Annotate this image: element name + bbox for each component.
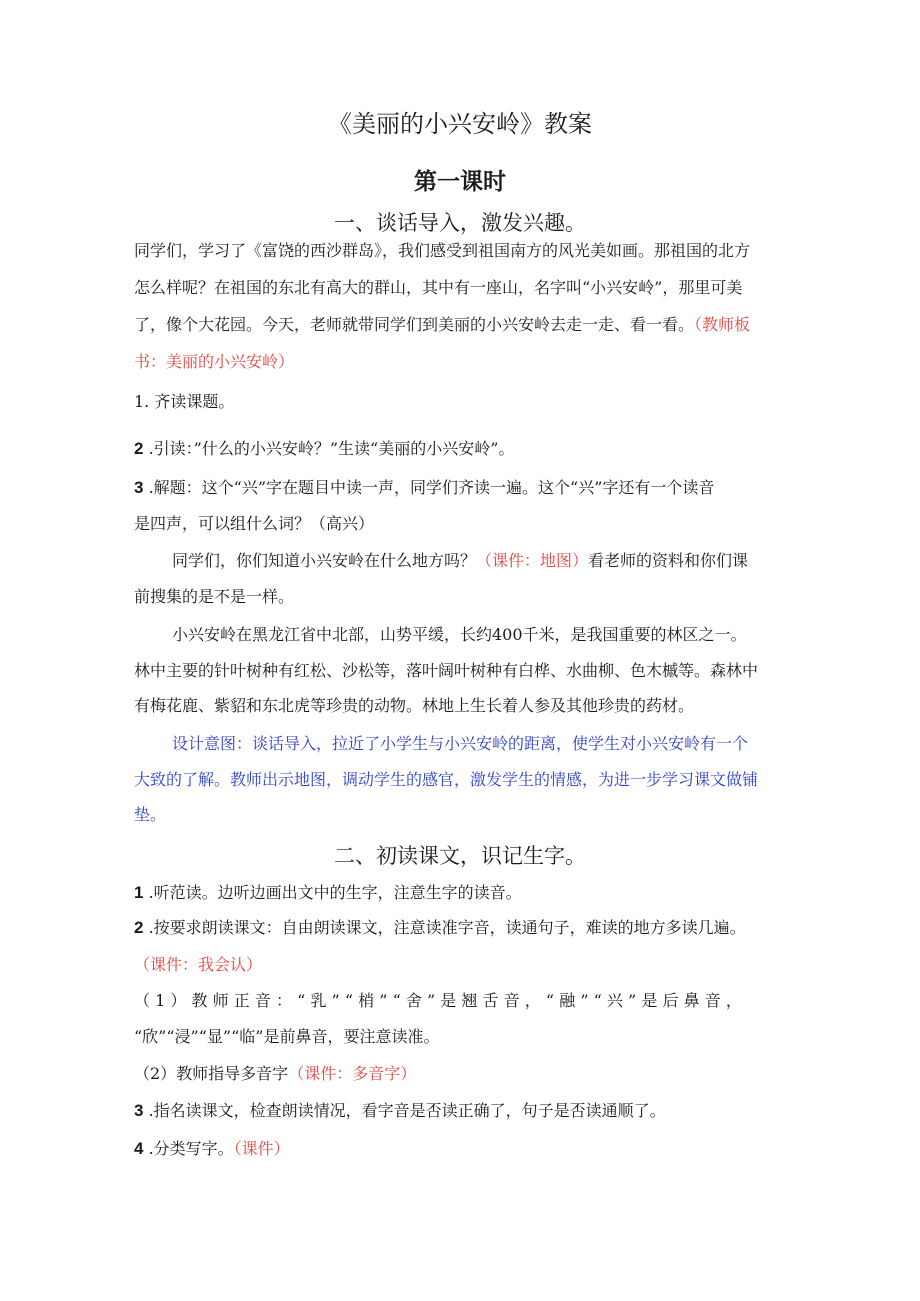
s1-item-3-line-2: 是四声，可以组什么词？（高兴） [134, 514, 375, 533]
question-text-2: 看老师的资料和你们课 [588, 551, 749, 570]
s2-item-3-number: 3 [134, 1101, 144, 1120]
question-text: 同学们，你们知道小兴安岭在什么地方吗？ [172, 551, 477, 570]
question-line-1 [172, 548, 748, 571]
info-line-1: 小兴安岭在黑龙江省中北部，山势平缓，长约400千米，是我国重要的林区之一。 [172, 625, 747, 644]
s2-sub-1-line-2: “欣”“浸”“显”“临”是前鼻音，要注意读准。 [134, 1027, 440, 1046]
s2-item-2-text: .按要求朗读课文：自由朗读课文，注意读准字音，读通句子，难读的地方多读几遍。 [148, 918, 746, 937]
intro-line-3 [134, 312, 750, 335]
intro-line-3-text: 了，像个大花园。今天，老师就带同学们到美丽的小兴安岭去走一走、看一看。 [134, 315, 695, 334]
s2-sub-2 [134, 1061, 416, 1084]
info-line-3: 有梅花鹿、紫貂和东北虎等珍贵的动物。林地上生长着人参及其他珍贵的药材。 [134, 696, 695, 715]
s2-sub-2-courseware-note: （课件：多音字） [288, 1064, 417, 1083]
intro-line-2: 怎么样呢？在祖国的东北有高大的群山，其中有一座山，名字叫“小兴安岭”，那里可美 [134, 278, 743, 297]
s2-sub-1-line-1: （1）教师正音：“乳”“梢”“舍”是翘舌音，“融”“兴”是后鼻音， [134, 991, 747, 1010]
s1-item-3-text: .解题：这个“兴”字在题目中读一声，同学们齐读一遍。这个“兴”字还有一个读音 [148, 478, 715, 497]
s2-item-3 [134, 1098, 666, 1121]
section1-heading: 一、谈话导入，激发兴趣。 [334, 211, 586, 235]
question-line-2: 前搜集的是不是一样。 [134, 587, 295, 606]
s1-item-2 [134, 436, 514, 459]
s2-item-2 [134, 915, 746, 938]
s2-item-4-number: 4 [134, 1139, 144, 1158]
s2-item-1-number: 1 [134, 883, 144, 902]
question-courseware-note: （课件：地图） [476, 551, 589, 570]
design-intent-line-3: 垫。 [134, 805, 167, 824]
info-line-2: 林中主要的针叶树种有红松、沙松等，落叶阔叶树种有白桦、水曲柳、色木槭等。森林中 [134, 661, 759, 680]
design-intent-line-2: 大致的了解。教师出示地图，调动学生的感官，激发学生的情感，为进一步学习课文做铺 [134, 770, 759, 789]
document-title: 《美丽的小兴安岭》教案 [328, 110, 592, 138]
s1-item-1: 1. 齐读课题。 [134, 392, 235, 411]
s2-item-1 [134, 880, 522, 903]
s2-item-2-number: 2 [134, 918, 144, 937]
s2-item-4-text: .分类写字。 [148, 1139, 234, 1158]
s1-item-3 [134, 475, 714, 498]
s2-item-3-text: .指名读课文，检查朗读情况，看字音是否读正确了，句子是否读通顺了。 [148, 1101, 666, 1120]
intro-line-1: 同学们，学习了《富饶的西沙群岛》，我们感受到祖国南方的风光美如画。那祖国的北方 [134, 241, 751, 260]
s1-item-2-number: 2 [134, 439, 144, 458]
s1-item-3-number: 3 [134, 478, 144, 497]
lesson-subtitle: 第一课时 [414, 169, 506, 195]
intro-teacher-note-a: （教师板 [694, 315, 751, 334]
intro-teacher-note-b: 书：美丽的小兴安岭） [134, 352, 295, 371]
design-intent-line-1: 设计意图：谈话导入，拉近了小学生与小兴安岭的距离，使学生对小兴安岭有一个 [172, 734, 749, 753]
section2-heading: 二、初读课文，识记生字。 [334, 844, 586, 868]
s2-item-4-courseware-note: （课件） [233, 1139, 290, 1158]
s2-item-4 [134, 1136, 290, 1159]
s1-item-2-text: .引读：”什么的小兴安岭？”生读“美丽的小兴安岭”。 [148, 439, 515, 458]
s2-sub-2-text: （2）教师指导多音字 [134, 1064, 289, 1083]
s2-item-2-courseware-note: （课件：我会认） [134, 955, 263, 974]
s2-item-1-text: .听范读。边听边画出文中的生字，注意生字的读音。 [148, 883, 522, 902]
